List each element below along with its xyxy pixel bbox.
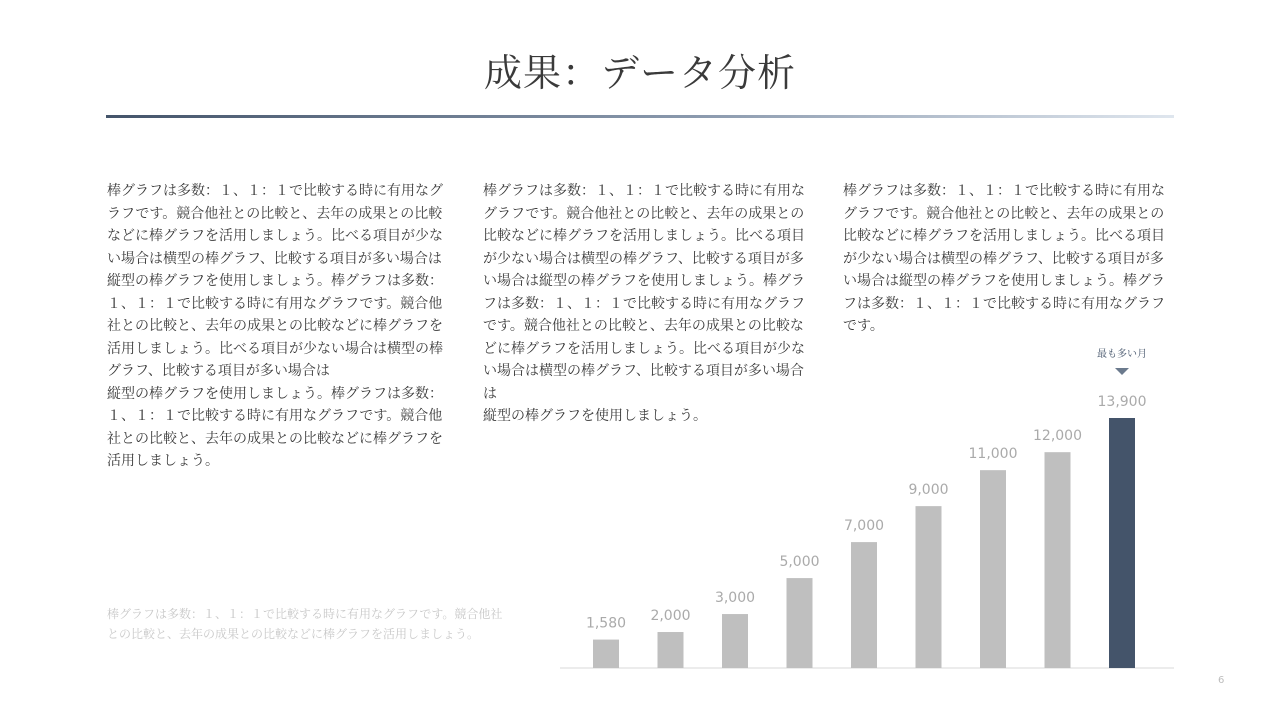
- bar-value-label: 3,000: [714, 590, 756, 607]
- bar-highlight: [1109, 418, 1135, 668]
- highlight-marker-icon: [1115, 368, 1129, 375]
- bar: [980, 470, 1006, 668]
- bar-value-label: 7,000: [843, 518, 885, 535]
- bar-value-label: 12,000: [1033, 428, 1082, 445]
- bar: [851, 542, 877, 668]
- footnote-text: 棒グラフは多数：１、１：１で比較する時に有用なグラフです。競合他社 との比較と、去年の成果との比較などに棒グラフを活用しましょう。: [107, 607, 503, 641]
- text-column-1: 棒グラフは多数：１、１：１で比較する時に有用なグラフです。競合他社との比較と、去年の成果との比較などに棒グラフを活用しましょう。比べる項目が少ない場合は横型の棒グラフ、比較する項目が多い場合は縦型の棒グラフを使用しましょう。棒グラフは多数：１、１：１で比較する時に有用なグラフです。競合他社との比較と、去年の成果との比較などに棒グラフを活用しましょう。比べる項目が少ない場合は横型の棒グラフ、比較する項目が多い場合は 縦型の棒グラフを使用しましょう。棒グラフは多数：１、１：１で比較する時に有用なグラフです。競合他社との比較と、去年の成果との比較などに棒グラフを活用しましょう。: [107, 183, 443, 469]
- highlight-caption: 最も多い月: [1097, 349, 1147, 360]
- bar: [658, 632, 684, 668]
- bar: [787, 578, 813, 668]
- bar-value-label: 13,900: [1097, 394, 1147, 410]
- bar-chart: [560, 330, 1180, 675]
- slide-title: 成果：データ分析: [483, 51, 796, 95]
- text-column-2: 棒グラフは多数：１、１：１で比較する時に有用なグラフです。競合他社との比較と、去年の成果との比較などに棒グラフを活用しましょう。比べる項目が少ない場合は横型の棒グラフ、比較する項目が多い場合は縦型の棒グラフを使用しましょう。棒グラフは多数：１、１：１で比較する時に有用なグラフです。競合他社との比較と、去年の成果との比較などに棒グラフを活用しましょう。比べる項目が少ない場合は横型の棒グラフ、比較する項目が多い場合は 縦型の棒グラフを使用しましょう。: [483, 183, 805, 424]
- bar-value-label: 9,000: [908, 482, 949, 499]
- bar-value-label: 1,580: [585, 615, 627, 632]
- title-divider: [106, 115, 1174, 118]
- text-column-3: 棒グラフは多数：１、１：１で比較する時に有用なグラフです。競合他社との比較と、去年の成果との比較などに棒グラフを活用しましょう。比べる項目が少ない場合は横型の棒グラフ、比較する項目が多い場合は縦型の棒グラフを使用しましょう。棒グラフは多数：１、１：１で比較する時に有用なグラフです。: [843, 183, 1165, 334]
- bar-value-label: 11,000: [968, 446, 1018, 463]
- bar-value-label: 5,000: [779, 554, 820, 571]
- bar: [916, 506, 942, 668]
- page-number: 6: [1218, 675, 1225, 686]
- bar: [722, 614, 748, 668]
- bar-value-label: 2,000: [650, 608, 691, 625]
- bar: [1045, 452, 1071, 668]
- bar: [593, 640, 619, 668]
